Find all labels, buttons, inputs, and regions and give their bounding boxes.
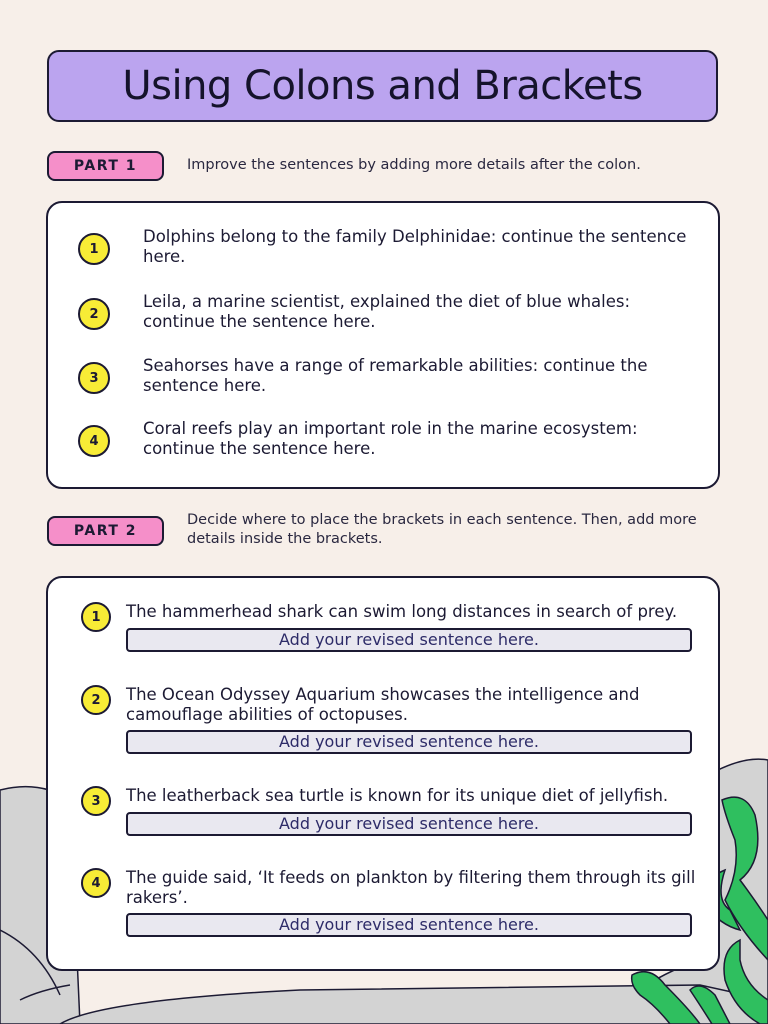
number-badge: 2 bbox=[81, 685, 111, 715]
answer-field[interactable]: Add your revised sentence here. bbox=[126, 913, 692, 937]
part2-card bbox=[46, 576, 720, 971]
number-badge: 3 bbox=[81, 786, 111, 816]
answer-field[interactable]: Add your revised sentence here. bbox=[126, 730, 692, 754]
number-badge: 4 bbox=[78, 425, 110, 457]
part2-badge: PART 2 bbox=[47, 516, 164, 546]
sentence-prompt[interactable]: Dolphins belong to the family Delphinidae: continue the sentence here. bbox=[143, 227, 687, 266]
title-banner bbox=[47, 50, 718, 122]
answer-field[interactable]: Add your revised sentence here. bbox=[126, 812, 692, 836]
sentence-prompt: The hammerhead shark can swim long distances in search of prey. bbox=[126, 602, 678, 621]
number-badge: 4 bbox=[81, 868, 111, 898]
part1-badge: PART 1 bbox=[47, 151, 164, 181]
sentence-prompt[interactable]: Seahorses have a range of remarkable abilities: continue the sentence here. bbox=[143, 356, 648, 395]
number-badge: 2 bbox=[78, 298, 110, 330]
part1-card bbox=[46, 201, 720, 489]
number-badge: 1 bbox=[78, 233, 110, 265]
answer-field[interactable]: Add your revised sentence here. bbox=[126, 628, 692, 652]
sentence-prompt: The Ocean Odyssey Aquarium showcases the intelligence and camouflage abilities of octopuses. bbox=[126, 685, 640, 724]
sentence-prompt[interactable]: Leila, a marine scientist, explained the diet of blue whales: continue the sentence here. bbox=[143, 292, 631, 331]
number-badge: 3 bbox=[78, 362, 110, 394]
page-title: Using Colons and Brackets bbox=[122, 63, 643, 109]
number-badge: 1 bbox=[81, 602, 111, 632]
part1-instruction: Improve the sentences by adding more details after the colon. bbox=[187, 157, 641, 173]
sentence-prompt: The guide said, ‘It feeds on plankton by filtering them through its gill rakers’. bbox=[126, 868, 696, 907]
part2-instruction: Decide where to place the brackets in each sentence. Then, add more details inside the brackets. bbox=[187, 512, 697, 547]
sentence-prompt[interactable]: Coral reefs play an important role in the marine ecosystem: continue the sentence here. bbox=[143, 419, 638, 458]
sentence-prompt: The leatherback sea turtle is known for its unique diet of jellyfish. bbox=[126, 786, 669, 805]
